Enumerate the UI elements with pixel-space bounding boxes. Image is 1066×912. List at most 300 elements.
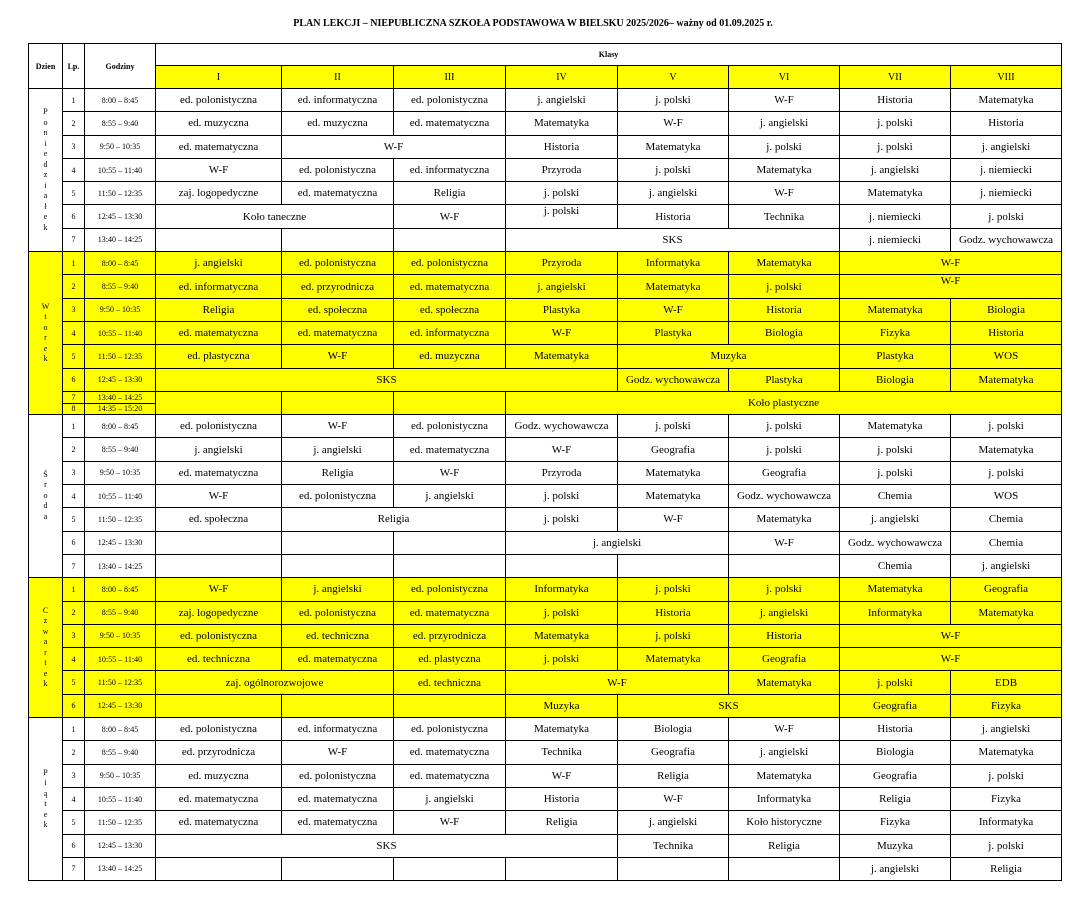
lesson-number: 1 bbox=[63, 89, 85, 112]
page-title: PLAN LEKCJI – NIEPUBLICZNA SZKOŁA PODSTAWOWA W BIELSKU 2025/2026– ważny od 01.09.2025 r. bbox=[293, 18, 773, 29]
lesson-cell: W-F bbox=[729, 89, 840, 112]
lesson-cell: j. polski bbox=[840, 438, 951, 461]
lesson-time: 8:55 – 9:40 bbox=[85, 601, 156, 624]
lesson-cell: zaj. ogólnorozwojowe bbox=[156, 671, 394, 694]
lesson-cell bbox=[156, 857, 282, 880]
lesson-cell: j. polski bbox=[951, 205, 1062, 228]
lesson-cell: W-F bbox=[156, 578, 282, 601]
lesson-cell: Plastyka bbox=[506, 298, 618, 321]
lesson-number: 4 bbox=[63, 158, 85, 181]
lesson-cell: Przyroda bbox=[506, 158, 618, 181]
lesson-cell: Koło plastyczne bbox=[506, 391, 1062, 414]
lesson-cell: j. angielski bbox=[156, 252, 282, 275]
table-row bbox=[29, 531, 1062, 554]
lesson-time: 9:50 – 10:35 bbox=[85, 624, 156, 647]
lesson-cell: ed. polonistyczna bbox=[156, 415, 282, 438]
lesson-number: 1 bbox=[63, 718, 85, 741]
lesson-time: 9:50 – 10:35 bbox=[85, 764, 156, 787]
table-row bbox=[29, 601, 1062, 624]
lesson-number: 1 bbox=[63, 415, 85, 438]
lesson-cell: j. angielski bbox=[506, 531, 729, 554]
lesson-cell: W-F bbox=[156, 158, 282, 181]
day-label: P o n i e d z i a ł e k bbox=[29, 89, 63, 252]
lesson-number: 3 bbox=[63, 461, 85, 484]
lesson-cell: SKS bbox=[618, 694, 840, 717]
lesson-cell: j. angielski bbox=[506, 89, 618, 112]
lesson-cell: Fizyka bbox=[951, 787, 1062, 810]
lesson-cell: j. polski bbox=[506, 648, 618, 671]
lesson-cell: Historia bbox=[840, 718, 951, 741]
table-row bbox=[29, 787, 1062, 810]
lesson-cell: j. angielski bbox=[729, 741, 840, 764]
lesson-cell: Historia bbox=[506, 787, 618, 810]
lesson-cell: ed. matematyczna bbox=[156, 321, 282, 344]
lesson-cell: zaj. logopedyczne bbox=[156, 601, 282, 624]
table-row bbox=[29, 554, 1062, 577]
lesson-cell: j. angielski bbox=[840, 508, 951, 531]
lesson-cell: Godz. wychowawcza bbox=[840, 531, 951, 554]
lesson-cell: Plastyka bbox=[618, 321, 729, 344]
lesson-cell: ed. polonistyczna bbox=[282, 601, 394, 624]
lesson-time: 11:50 – 12:35 bbox=[85, 345, 156, 368]
lesson-cell: ed. muzyczna bbox=[282, 112, 394, 135]
lesson-cell: ed. techniczna bbox=[394, 671, 506, 694]
lesson-cell: j. angielski bbox=[951, 554, 1062, 577]
lesson-cell: Fizyka bbox=[951, 694, 1062, 717]
lesson-cell: Muzyka bbox=[840, 834, 951, 857]
lesson-time: 11:50 – 12:35 bbox=[85, 182, 156, 205]
lesson-cell: ed. polonistyczna bbox=[394, 718, 506, 741]
table-row bbox=[29, 368, 1062, 391]
lesson-cell: Religia bbox=[840, 787, 951, 810]
lesson-cell: W-F bbox=[156, 485, 282, 508]
lesson-number: 7 bbox=[63, 857, 85, 880]
lesson-time: 14:35 – 15:20 bbox=[85, 403, 156, 415]
lesson-cell: j. polski bbox=[729, 578, 840, 601]
header-hours: Godziny bbox=[85, 44, 156, 89]
lesson-cell: SKS bbox=[506, 228, 840, 251]
lesson-cell: Matematyka bbox=[506, 112, 618, 135]
lesson-cell: ed. muzyczna bbox=[394, 345, 506, 368]
lesson-cell: EDB bbox=[951, 671, 1062, 694]
lesson-cell: Chemia bbox=[951, 508, 1062, 531]
lesson-time: 8:00 – 8:45 bbox=[85, 252, 156, 275]
lesson-cell: ed. matematyczna bbox=[156, 135, 282, 158]
lesson-cell: Religia bbox=[282, 461, 394, 484]
lesson-cell: Matematyka bbox=[951, 601, 1062, 624]
lesson-cell: j. angielski bbox=[618, 182, 729, 205]
lesson-cell bbox=[506, 857, 618, 880]
table-row bbox=[29, 694, 1062, 717]
day-label: P i ą t e k bbox=[29, 718, 63, 881]
table-row bbox=[29, 298, 1062, 321]
lesson-cell: j. angielski bbox=[729, 112, 840, 135]
lesson-cell: Godz. wychowawcza bbox=[506, 415, 618, 438]
lesson-cell: W-F bbox=[840, 252, 1062, 275]
lesson-cell: ed. techniczna bbox=[282, 624, 394, 647]
table-row bbox=[29, 158, 1062, 181]
lesson-cell: Koło historyczne bbox=[729, 811, 840, 834]
lesson-cell: W-F bbox=[506, 764, 618, 787]
lesson-cell: W-F bbox=[506, 671, 729, 694]
lesson-cell bbox=[282, 694, 394, 717]
lesson-cell: j. polski bbox=[951, 764, 1062, 787]
lesson-cell: j. polski bbox=[729, 135, 840, 158]
header-klasy: Klasy bbox=[156, 44, 1062, 66]
lesson-time: 8:55 – 9:40 bbox=[85, 275, 156, 298]
table-row bbox=[29, 624, 1062, 647]
table-row bbox=[29, 741, 1062, 764]
lesson-cell: W-F bbox=[282, 741, 394, 764]
lesson-cell: Matematyka bbox=[951, 89, 1062, 112]
lesson-number: 2 bbox=[63, 601, 85, 624]
lesson-cell: W-F bbox=[394, 205, 506, 228]
lesson-cell: Godz. wychowawcza bbox=[618, 368, 729, 391]
table-row bbox=[29, 671, 1062, 694]
lesson-number: 7 bbox=[63, 554, 85, 577]
lesson-time: 8:00 – 8:45 bbox=[85, 415, 156, 438]
lesson-cell: Informatyka bbox=[951, 811, 1062, 834]
lesson-cell: j. polski bbox=[506, 601, 618, 624]
lesson-cell: Religia bbox=[951, 857, 1062, 880]
lesson-cell: Biologia bbox=[840, 368, 951, 391]
lesson-cell bbox=[156, 554, 282, 577]
lesson-cell: ed. informatyczna bbox=[156, 275, 282, 298]
lesson-cell: W-F bbox=[282, 415, 394, 438]
class-header: I bbox=[156, 66, 282, 89]
lesson-cell: W-F bbox=[729, 718, 840, 741]
lesson-cell: j. polski bbox=[729, 275, 840, 298]
class-header: VI bbox=[729, 66, 840, 89]
lesson-cell: Technika bbox=[506, 741, 618, 764]
lesson-cell: W-F bbox=[282, 135, 506, 158]
lesson-cell: W-F bbox=[618, 787, 729, 810]
lesson-cell: Biologia bbox=[618, 718, 729, 741]
lesson-time: 10:55 – 11:40 bbox=[85, 648, 156, 671]
table-row bbox=[29, 205, 1062, 228]
lesson-cell: j. angielski bbox=[840, 857, 951, 880]
lesson-cell bbox=[618, 857, 729, 880]
lesson-cell: WOS bbox=[951, 345, 1062, 368]
lesson-cell: ed. społeczna bbox=[394, 298, 506, 321]
lesson-cell: Chemia bbox=[840, 485, 951, 508]
lesson-cell: Informatyka bbox=[840, 601, 951, 624]
lesson-number: 7 bbox=[63, 228, 85, 251]
lesson-cell: ed. informatyczna bbox=[282, 89, 394, 112]
lesson-cell: j. angielski bbox=[156, 438, 282, 461]
lesson-number: 5 bbox=[63, 182, 85, 205]
lesson-cell: j. polski bbox=[618, 158, 729, 181]
lesson-cell: ed. matematyczna bbox=[282, 182, 394, 205]
lesson-cell: WOS bbox=[951, 485, 1062, 508]
lesson-cell: j. polski bbox=[729, 438, 840, 461]
lesson-cell bbox=[156, 694, 282, 717]
lesson-cell: Geografia bbox=[840, 764, 951, 787]
lesson-cell: SKS bbox=[156, 834, 618, 857]
lesson-cell: ed. matematyczna bbox=[282, 787, 394, 810]
lesson-cell: j. angielski bbox=[394, 787, 506, 810]
lesson-cell: Matematyka bbox=[840, 182, 951, 205]
lesson-cell: Matematyka bbox=[729, 508, 840, 531]
lesson-number: 4 bbox=[63, 787, 85, 810]
lesson-cell: ed. muzyczna bbox=[156, 764, 282, 787]
lesson-cell: ed. polonistyczna bbox=[282, 485, 394, 508]
lesson-cell: W-F bbox=[840, 624, 1062, 647]
lesson-cell: Plastyka bbox=[729, 368, 840, 391]
lesson-cell: ed. matematyczna bbox=[394, 275, 506, 298]
lesson-cell: j. angielski bbox=[840, 158, 951, 181]
lesson-cell: ed. matematyczna bbox=[394, 741, 506, 764]
lesson-cell bbox=[394, 694, 506, 717]
lesson-cell: Przyroda bbox=[506, 461, 618, 484]
table-row bbox=[29, 252, 1062, 275]
lesson-cell bbox=[618, 554, 729, 577]
lesson-cell: Biologia bbox=[729, 321, 840, 344]
lesson-cell bbox=[729, 857, 840, 880]
lesson-number: 3 bbox=[63, 764, 85, 787]
lesson-cell bbox=[156, 391, 282, 414]
table-row bbox=[29, 648, 1062, 671]
lesson-cell: Matematyka bbox=[618, 275, 729, 298]
lesson-cell: ed. plastyczna bbox=[394, 648, 506, 671]
lesson-cell: W-F bbox=[282, 345, 394, 368]
lesson-cell: ed. przyrodnicza bbox=[156, 741, 282, 764]
lesson-number: 5 bbox=[63, 811, 85, 834]
lesson-cell bbox=[156, 228, 282, 251]
lesson-cell: Matematyka bbox=[729, 158, 840, 181]
lesson-time: 11:50 – 12:35 bbox=[85, 508, 156, 531]
lesson-number: 4 bbox=[63, 485, 85, 508]
lesson-cell: j. angielski bbox=[282, 578, 394, 601]
table-row bbox=[29, 438, 1062, 461]
lesson-cell bbox=[394, 857, 506, 880]
lesson-number: 5 bbox=[63, 345, 85, 368]
lesson-cell: Fizyka bbox=[840, 321, 951, 344]
lesson-cell: ed. społeczna bbox=[156, 508, 282, 531]
lesson-cell: ed. matematyczna bbox=[394, 438, 506, 461]
lesson-cell bbox=[282, 228, 394, 251]
lesson-cell: j. polski bbox=[840, 671, 951, 694]
lesson-time: 8:55 – 9:40 bbox=[85, 438, 156, 461]
lesson-time: 8:55 – 9:40 bbox=[85, 741, 156, 764]
lesson-number: 3 bbox=[63, 624, 85, 647]
lesson-cell bbox=[282, 554, 394, 577]
lesson-cell: j. polski bbox=[506, 205, 618, 228]
lesson-cell: Przyroda bbox=[506, 252, 618, 275]
lesson-time: 12:45 – 13:30 bbox=[85, 205, 156, 228]
lesson-time: 10:55 – 11:40 bbox=[85, 158, 156, 181]
lesson-cell: j. angielski bbox=[951, 718, 1062, 741]
lesson-cell: Muzyka bbox=[618, 345, 840, 368]
lesson-time: 10:55 – 11:40 bbox=[85, 321, 156, 344]
lesson-time: 12:45 – 13:30 bbox=[85, 694, 156, 717]
table-row bbox=[29, 275, 1062, 298]
lesson-cell: Matematyka bbox=[618, 648, 729, 671]
lesson-number: 1 bbox=[63, 578, 85, 601]
lesson-number: 7 bbox=[63, 391, 85, 403]
lesson-cell: Fizyka bbox=[840, 811, 951, 834]
table-row bbox=[29, 508, 1062, 531]
lesson-cell: ed. polonistyczna bbox=[282, 764, 394, 787]
lesson-cell: j. polski bbox=[840, 135, 951, 158]
table-row bbox=[29, 764, 1062, 787]
lesson-cell: j. angielski bbox=[282, 438, 394, 461]
lesson-cell: W-F bbox=[729, 531, 840, 554]
lesson-cell: Koło taneczne bbox=[156, 205, 394, 228]
lesson-cell: Biologia bbox=[951, 298, 1062, 321]
lesson-number: 2 bbox=[63, 112, 85, 135]
table-row bbox=[29, 345, 1062, 368]
lesson-number: 2 bbox=[63, 275, 85, 298]
lesson-cell: ed. polonistyczna bbox=[156, 89, 282, 112]
lesson-cell bbox=[394, 554, 506, 577]
lesson-number: 6 bbox=[63, 694, 85, 717]
lesson-cell: ed. polonistyczna bbox=[282, 252, 394, 275]
lesson-cell: Historia bbox=[618, 205, 729, 228]
lesson-time: 12:45 – 13:30 bbox=[85, 368, 156, 391]
table-row bbox=[29, 718, 1062, 741]
lesson-cell: Technika bbox=[618, 834, 729, 857]
lesson-cell bbox=[282, 391, 394, 414]
lesson-cell: j. polski bbox=[951, 415, 1062, 438]
day-label: C z w a r t e k bbox=[29, 578, 63, 718]
lesson-cell bbox=[394, 391, 506, 414]
lesson-cell: j. polski bbox=[506, 508, 618, 531]
lesson-cell: Matematyka bbox=[840, 578, 951, 601]
lesson-cell: j. polski bbox=[506, 485, 618, 508]
table-row bbox=[29, 321, 1062, 344]
table-row bbox=[29, 228, 1062, 251]
lesson-cell bbox=[394, 228, 506, 251]
lesson-cell: Biologia bbox=[840, 741, 951, 764]
lesson-cell: W-F bbox=[618, 508, 729, 531]
lesson-cell: Matematyka bbox=[729, 252, 840, 275]
lesson-cell: j. niemiecki bbox=[840, 228, 951, 251]
lesson-cell: Technika bbox=[729, 205, 840, 228]
lesson-number: 3 bbox=[63, 135, 85, 158]
lesson-cell: ed. matematyczna bbox=[156, 787, 282, 810]
lesson-cell: W-F bbox=[840, 648, 1062, 671]
lesson-cell: Matematyka bbox=[618, 485, 729, 508]
lesson-cell: j. polski bbox=[840, 461, 951, 484]
lesson-cell: ed. matematyczna bbox=[394, 112, 506, 135]
lesson-cell: Godz. wychowawcza bbox=[951, 228, 1062, 251]
lesson-cell: Historia bbox=[506, 135, 618, 158]
lesson-cell: j. polski bbox=[618, 578, 729, 601]
lesson-cell: j. angielski bbox=[618, 811, 729, 834]
lesson-time: 13:40 – 14:25 bbox=[85, 554, 156, 577]
lesson-number: 6 bbox=[63, 205, 85, 228]
lesson-cell: Matematyka bbox=[840, 415, 951, 438]
lesson-cell: SKS bbox=[156, 368, 618, 391]
lesson-cell: j. polski bbox=[729, 415, 840, 438]
lesson-cell: Historia bbox=[729, 624, 840, 647]
lesson-cell: Religia bbox=[282, 508, 506, 531]
table-row bbox=[29, 834, 1062, 857]
lesson-cell: W-F bbox=[506, 321, 618, 344]
lesson-cell: ed. polonistyczna bbox=[394, 252, 506, 275]
lesson-cell: Matematyka bbox=[951, 741, 1062, 764]
table-row bbox=[29, 182, 1062, 205]
lesson-cell: W-F bbox=[394, 461, 506, 484]
lesson-cell: j. niemiecki bbox=[951, 182, 1062, 205]
lesson-cell: Muzyka bbox=[506, 694, 618, 717]
lesson-cell: W-F bbox=[506, 438, 618, 461]
lesson-cell: j. polski bbox=[951, 834, 1062, 857]
lesson-number: 6 bbox=[63, 834, 85, 857]
lesson-cell: Geografia bbox=[951, 578, 1062, 601]
lesson-cell: j. angielski bbox=[729, 601, 840, 624]
class-header: VIII bbox=[951, 66, 1062, 89]
lesson-time: 8:00 – 8:45 bbox=[85, 578, 156, 601]
class-header: VII bbox=[840, 66, 951, 89]
lesson-cell: Matematyka bbox=[506, 624, 618, 647]
lesson-cell: j. polski bbox=[618, 415, 729, 438]
lesson-cell: Informatyka bbox=[729, 787, 840, 810]
lesson-cell: Matematyka bbox=[506, 718, 618, 741]
table-row bbox=[29, 857, 1062, 880]
lesson-time: 12:45 – 13:30 bbox=[85, 531, 156, 554]
lesson-cell: ed. matematyczna bbox=[282, 648, 394, 671]
lesson-time: 11:50 – 12:35 bbox=[85, 811, 156, 834]
lesson-cell: j. polski bbox=[951, 461, 1062, 484]
lesson-cell: Chemia bbox=[840, 554, 951, 577]
lesson-number: 6 bbox=[63, 531, 85, 554]
lesson-cell: ed. przyrodnicza bbox=[394, 624, 506, 647]
lesson-cell: ed. informatyczna bbox=[394, 158, 506, 181]
lesson-cell: Religia bbox=[156, 298, 282, 321]
lesson-cell: Matematyka bbox=[729, 764, 840, 787]
lesson-cell: ed. polonistyczna bbox=[156, 718, 282, 741]
lesson-cell: j. niemiecki bbox=[951, 158, 1062, 181]
day-label: Ś r o d a bbox=[29, 415, 63, 578]
lesson-cell: j. angielski bbox=[951, 135, 1062, 158]
lesson-cell: ed. matematyczna bbox=[282, 811, 394, 834]
lesson-cell: ed. informatyczna bbox=[282, 718, 394, 741]
table-row bbox=[29, 811, 1062, 834]
lesson-number: 4 bbox=[63, 648, 85, 671]
lesson-cell: ed. muzyczna bbox=[156, 112, 282, 135]
lesson-cell: ed. matematyczna bbox=[394, 764, 506, 787]
lesson-cell: Geografia bbox=[618, 741, 729, 764]
lesson-cell: Geografia bbox=[618, 438, 729, 461]
lesson-cell: Geografia bbox=[840, 694, 951, 717]
lesson-cell: ed. polonistyczna bbox=[394, 415, 506, 438]
table-row bbox=[29, 485, 1062, 508]
lesson-cell: Historia bbox=[618, 601, 729, 624]
lesson-cell: Historia bbox=[951, 321, 1062, 344]
lesson-cell: Matematyka bbox=[729, 671, 840, 694]
lesson-cell: ed. przyrodnicza bbox=[282, 275, 394, 298]
table-row bbox=[29, 89, 1062, 112]
lesson-cell: j. polski bbox=[506, 182, 618, 205]
table-row bbox=[29, 461, 1062, 484]
lesson-cell: W-F bbox=[729, 182, 840, 205]
timetable bbox=[28, 43, 1062, 881]
lesson-cell: Religia bbox=[394, 182, 506, 205]
lesson-cell: Chemia bbox=[951, 531, 1062, 554]
class-header: V bbox=[618, 66, 729, 89]
lesson-number: 5 bbox=[63, 508, 85, 531]
lesson-time: 9:50 – 10:35 bbox=[85, 461, 156, 484]
lesson-cell: Informatyka bbox=[506, 578, 618, 601]
lesson-cell: ed. polonistyczna bbox=[282, 158, 394, 181]
header-day: Dzien bbox=[29, 44, 63, 89]
lesson-number: 6 bbox=[63, 368, 85, 391]
lesson-cell bbox=[156, 531, 282, 554]
lesson-cell: j. angielski bbox=[394, 485, 506, 508]
lesson-cell: Religia bbox=[729, 834, 840, 857]
